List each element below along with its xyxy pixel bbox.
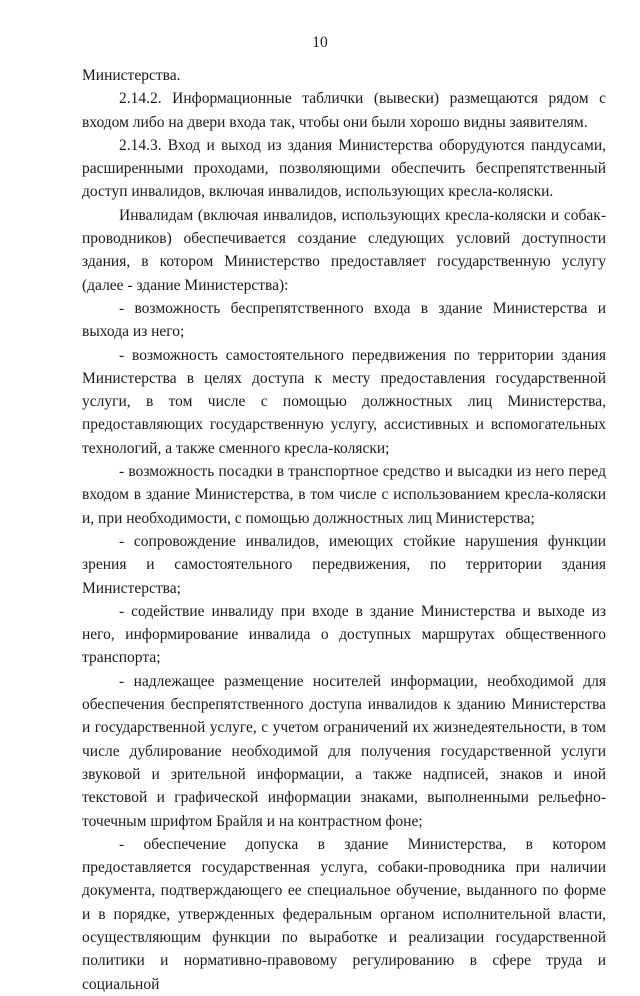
paragraph-2-14-3: 2.14.3. Вход и выход из здания Министерства оборудуются пандусами, расширенными проходами, позволяющими обеспечить беспрепятственный доступ инвалидов, включая инвалидов, использующих кресла-коляски. [82, 136, 606, 201]
list-item-assistance-transport: - содействие инвалиду при входе в здание Министерства и выходе из него, информирование инвалида о доступных маршрутах общественного транспорта; [82, 602, 606, 667]
list-item-vehicle-boarding: - возможность посадки в транспортное средство и высадки из него перед входом в здание Министерства, в том числе с использованием кресла-коляски и, при необходимости, с помощью должностных лиц Министерства; [82, 463, 606, 527]
list-item-information-placement: - надлежащее размещение носителей информации, необходимой для обеспечения беспрепятственного доступа инвалидов к зданию Министерства и государственной услуге, с учетом ограничений их жизнедеятельности, в том числе дублирование необходимой для получения государственной услуги звуковой и зрительной информации, а также надписей, знаков и иной текстовой и графической информации знаками, выполненными рельефно-точечным шрифтом Брайля и на контрастном фоне; [82, 672, 606, 830]
list-item-independent-movement: - возможность самостоятельного передвижения по территории здания Министерства в целях доступа к месту предоставления государственной услуги, в том числе с помощью должностных лиц Министерства, предоставляющих государственную услугу, ассистивных и вспомогательных технологий, а также сменного кресла-коляски; [82, 346, 606, 457]
page-number: 10 [312, 34, 328, 51]
list-item-escort: - сопровождение инвалидов, имеющих стойкие нарушения функции зрения и самостоятельного передвижения, по территории здания Министерства; [82, 532, 606, 597]
list-item-entry-exit: - возможность беспрепятственного входа в здание Министерства и выхода из него; [82, 299, 606, 341]
paragraph-2-14-2: 2.14.2. Информационные таблички (вывески) размещаются рядом с входом либо на двери входа так, чтобы они были хорошо видны заявителям. [82, 90, 606, 131]
paragraph-accessibility-intro: Инвалидам (включая инвалидов, использующих кресла-коляски и собак-проводников) обеспечивается создание следующих условий доступности здания, в котором Министерство предоставляет государственную услугу (далее - здание Министерства): [82, 206, 606, 294]
list-item-guide-dog-access: - обеспечение допуска в здание Министерства, в котором предоставляется государственная услуга, собаки-проводника при наличии документа, подтверждающего ее специальное обучение, выданного по форме и в порядке, утвержденных федеральным органом исполнительной власти, осуществляющим функции по выработке и реализации государственной политики и нормативно-правовому регулированию в сфере труда и социальной [82, 835, 606, 993]
document-body [82, 64, 606, 996]
paragraph-continuation: Министерства. [82, 67, 181, 84]
